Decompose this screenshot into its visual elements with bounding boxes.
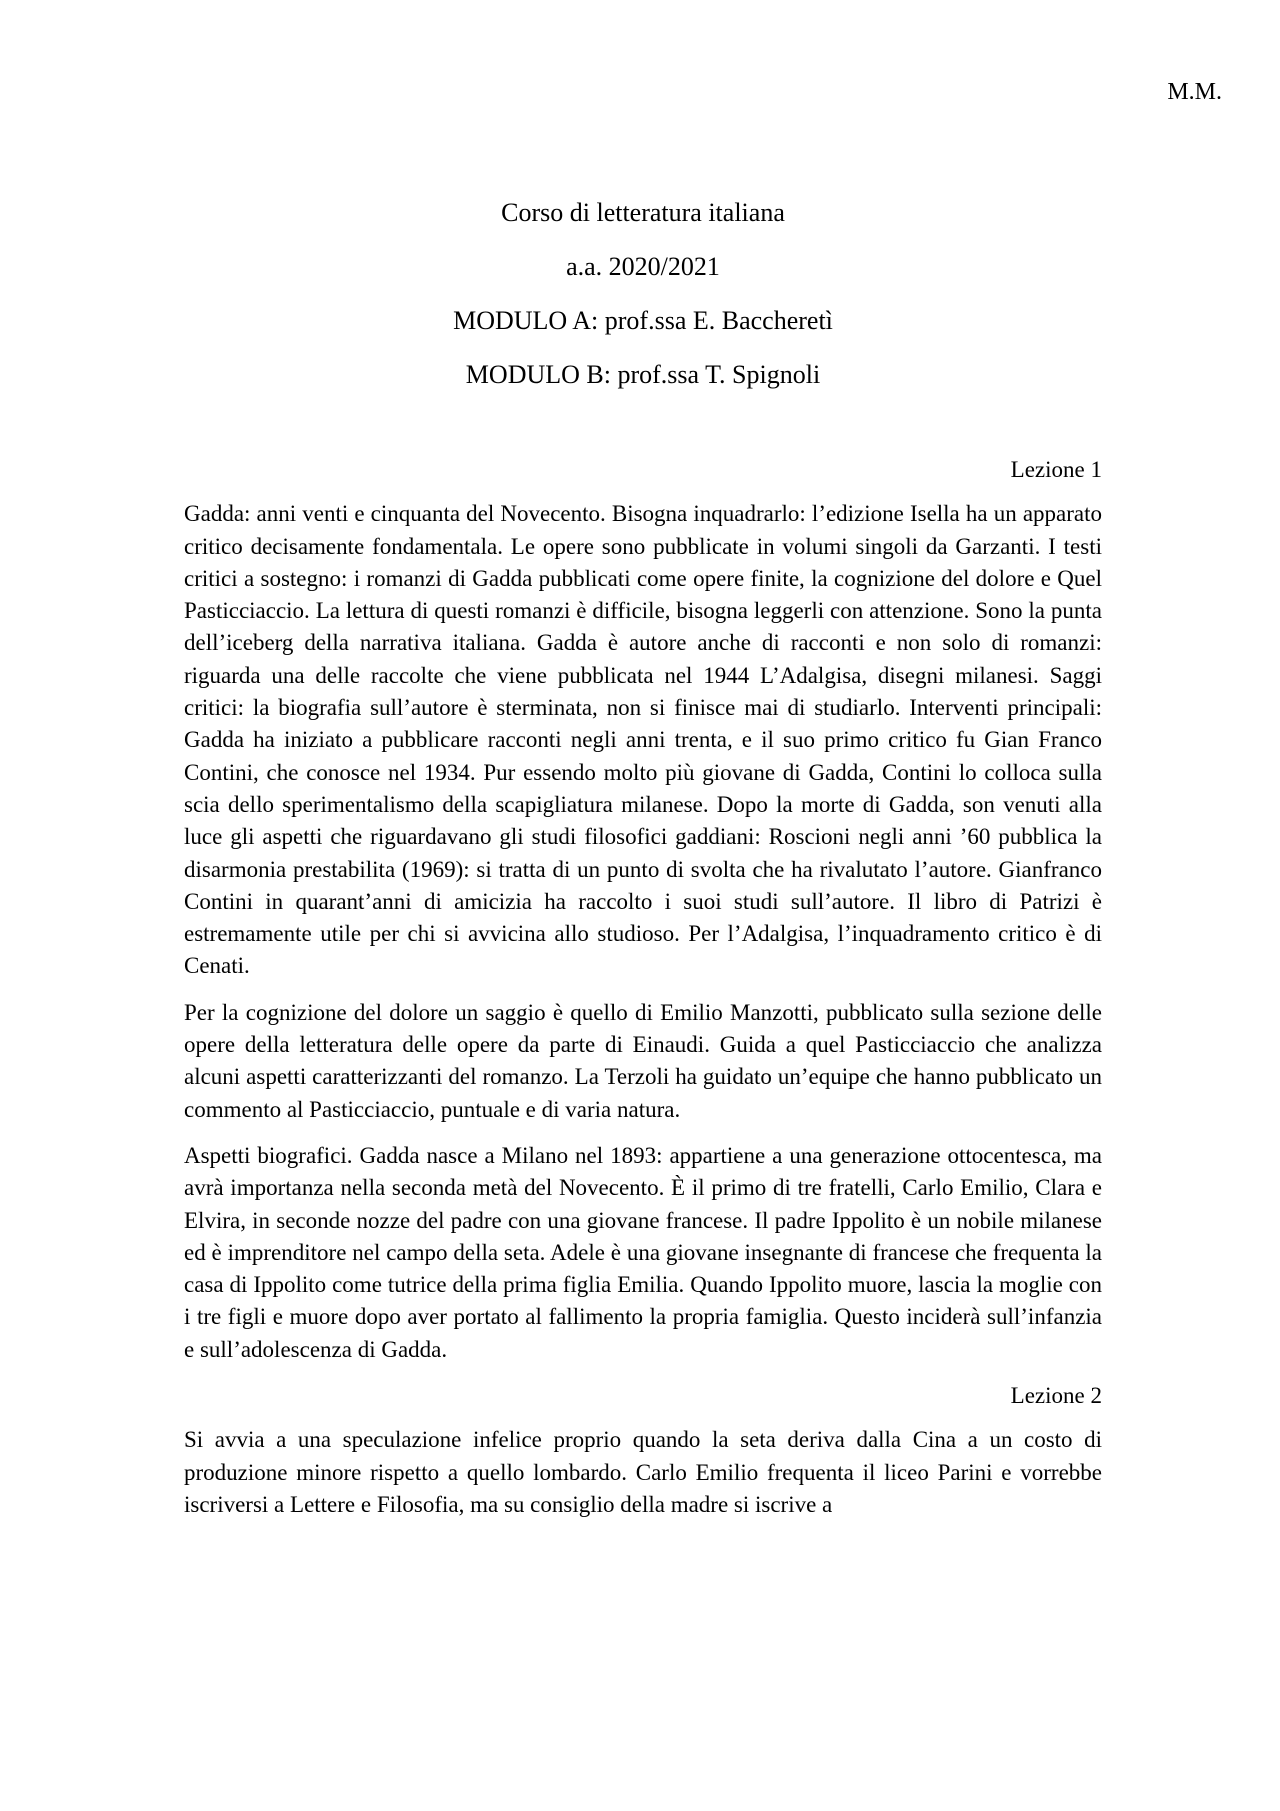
course-title: Corso di letteratura italiana <box>501 198 785 227</box>
paragraph: Aspetti biografici. Gadda nasce a Milano nel 1893: appartiene a una generazione ottocentesca, ma avrà importanza nella seconda metà del Novecento. È il primo di tre fratelli, Carlo Emilio, Clara e Elvira, in seconde nozze del padre con una giovane francese. Il padre Ippolito è un nobile milanese ed è imprenditore nel campo della seta. Adele è una giovane insegnante di francese che frequenta la casa di Ippolito come tutrice della prima figlia Emilia. Quando Ippolito muore, lascia la moglie con i tre figli e muore dopo aver portato al fallimento la propria famiglia. Questo inciderà sull’infanzia e sull’adolescenza di Gadda. <box>184 1142 1102 1362</box>
course-title-block <box>184 186 1102 402</box>
lesson-1-heading: Lezione 1 <box>1010 457 1102 482</box>
module-a-teacher: MODULO A: prof.ssa E. Baccheretì <box>453 306 833 335</box>
author-initials: M.M. <box>1167 79 1222 105</box>
paragraph: Per la cognizione del dolore un saggio è quello di Emilio Manzotti, pubblicato sulla sezione delle opere della letteratura delle opere da parte di Einaudi. Guida a quel Pasticciaccio che analizza alcuni aspetti caratterizzanti del romanzo. La Terzoli ha guidato un’equipe che hanno pubblicato un commento al Pasticciaccio, puntuale e di varia natura. <box>184 999 1102 1122</box>
lesson-2-heading: Lezione 2 <box>1010 1383 1102 1409</box>
paragraph: Si avvia a una speculazione infelice proprio quando la seta deriva dalla Cina a un costo di produzione minore rispetto a quello lombardo. Carlo Emilio frequenta il liceo Parini e vorrebbe iscriversi a Lettere e Filosofia, ma su consiglio della madre si iscrive a <box>184 1427 1102 1517</box>
paragraph: Gadda: anni venti e cinquanta del Novecento. Bisogna inquadrarlo: l’edizione Isella ha un apparato critico decisamente fondamentala. Le opere sono pubblicate in volumi singoli da Garzanti. I testi critici a sostegno: i romanzi di Gadda pubblicati come opere finite, la cognizione del dolore e Quel Pasticciaccio. La lettura di questi romanzi è difficile, bisogna leggerli con attenzione. Sono la punta dell’iceberg della narrativa italiana. Gadda è autore anche di racconti e non solo di romanzi: riguarda una delle raccolte che viene pubblicata nel 1944 L’Adalgisa, disegni milanesi. Saggi critici: la biografia sull’autore è sterminata, non si finisce mai di studiarlo. Interventi principali: Gadda ha iniziato a pubblicare racconti negli anni trenta, e il suo primo critico fu Gian Franco Contini, che conosce nel 1934. Pur essendo molto più giovane di Gadda, Contini lo colloca sulla scia dello sperimentalismo della scapigliatura milanese. Dopo la morte di Gadda, son venuti alla luce gli aspetti che riguardavano gli studi filosofici gaddiani: Roscioni negli anni ’60 pubblica la disarmonia prestabilita (1969): si tratta di un punto di svolta che ha rivalutato l’autore. Gianfranco Contini in quarant’anni di amicizia ha raccolto i suoi studi sull’autore. Il libro di Patrizi è estremamente utile per chi si avvicina allo studioso. Per l’Adalgisa, l’inquadramento critico è di Cenati. <box>184 501 1102 979</box>
module-b-teacher: MODULO B: prof.ssa T. Spignoli <box>465 360 821 389</box>
academic-year: a.a. 2020/2021 <box>566 252 720 281</box>
document-body <box>184 454 1102 1535</box>
